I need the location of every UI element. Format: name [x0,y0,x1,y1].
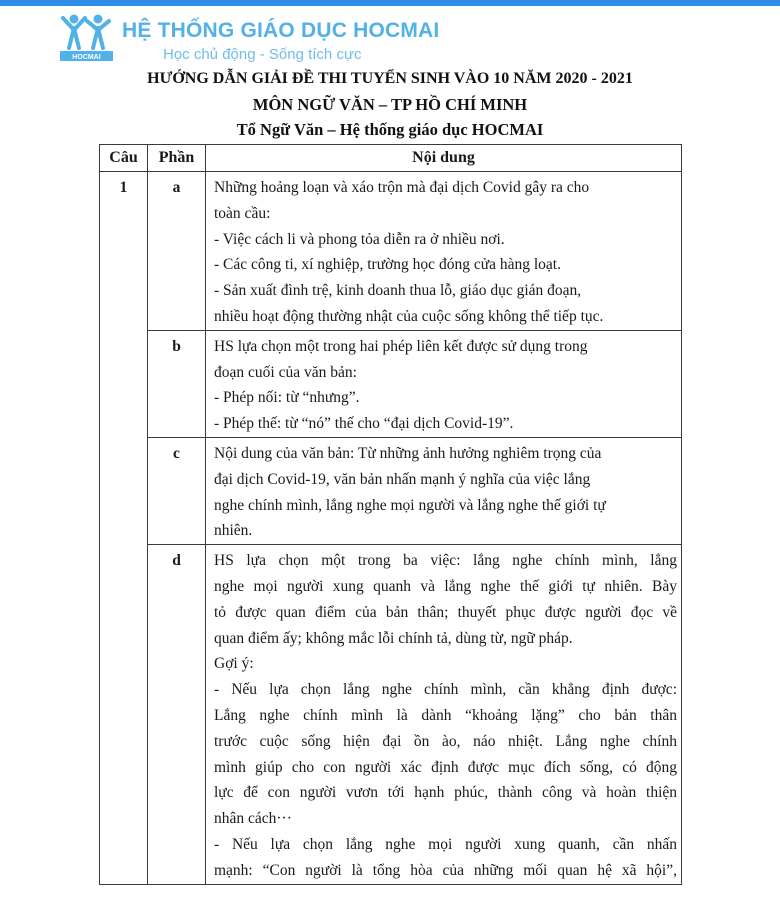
content-line: - Sản xuất đình trệ, kinh doanh thua lỗ, giáo dục gián đoạn, [214,282,582,300]
hocmai-logo [60,12,116,62]
content-line: lực để con người vươn tới hạnh phúc, thành công và hoàn thiện [214,784,677,802]
content-line: quan điểm ấy; không mắc lỗi chính tả, dùng từ, ngữ pháp. [214,629,573,647]
part-label: d [148,545,206,884]
answer-content [206,545,682,884]
document-author: Tổ Ngữ Văn – Hệ thống giáo dục HOCMAI [236,120,544,139]
content-line: - Nếu lựa chọn lắng nghe mọi người xung quanh, cần nhấn [214,835,677,853]
answer-content [206,330,682,437]
answer-content [206,437,682,544]
content-line: trước cuộc sống hiện đại ồn ào, náo nhiệt. Lắng nghe chính [214,732,677,750]
content-line: - Phép nối: từ “nhưng”. [214,389,360,407]
brand-slogan: Học chủ động - Sống tích cực [163,46,362,63]
content-line: Gợi ý: [214,655,254,673]
content-line: nhiên. [214,522,253,540]
content-line: nhân cách··· [214,810,292,828]
table-row [100,437,682,544]
answer-content [206,172,682,331]
content-line: - Nếu lựa chọn lắng nghe chính mình, cần khẳng định được: [214,681,677,699]
part-label: b [148,330,206,437]
answer-table [99,144,682,885]
document-title: HƯỚNG DẪN GIẢI ĐỀ THI TUYỂN SINH VÀO 10 NĂM 2020 - 2021 [147,70,633,87]
content-line: nghe chính mình, lắng nghe mọi người và lắng nghe thế giới tự [214,496,606,514]
header-question: Câu [100,145,148,172]
content-line: Nội dung của văn bản: Từ những ảnh hưởng nghiêm trọng của [214,444,602,462]
content-line: toàn cầu: [214,204,271,222]
content-line: tỏ được quan điểm của bản thân; thuyết phục được người đọc về [214,603,677,621]
content-line: Lắng nghe chính mình là dành “khoảng lặng” cho bản thân [214,706,677,724]
brand-name: HỆ THỐNG GIÁO DỤC HOCMAI [122,19,440,42]
content-line: nhiều hoạt động thường nhật của cuộc sống không thể tiếp tục. [214,307,604,325]
table-row [100,545,682,884]
content-line: - Phép thế: từ “nó” thế cho “đại dịch Covid-19”. [214,415,514,433]
content-line: Những hoảng loạn và xáo trộn mà đại dịch Covid gây ra cho [214,179,590,196]
content-line: - Việc cách li và phong tỏa diễn ra ở nhiều nơi. [214,230,505,248]
part-label: c [148,437,206,544]
table-row [100,172,682,331]
content-line: đại dịch Covid-19, văn bản nhấn mạnh ý nghĩa của việc lắng [214,470,591,488]
content-line: mình giúp cho con người xác định được mục đích sống, có động [214,758,677,776]
content-line: mạnh: “Con người là tổng hòa của những mối quan hệ xã hội”, [214,861,677,879]
content-line: đoạn cuối của văn bản: [214,363,357,381]
table-header-row [100,145,682,172]
content-line: HS lựa chọn một trong ba việc: lắng nghe chính mình, lắng [214,552,677,570]
svg-text:HOCMAI: HOCMAI [72,54,101,61]
header-part: Phần [148,145,206,172]
part-label: a [148,172,206,331]
document-subject: MÔN NGỮ VĂN – TP HỒ CHÍ MINH [252,95,528,114]
question-number: 1 [100,172,148,885]
content-line: nghe mọi người xung quanh và lắng nghe thế giới tự nhiên. Bày [214,577,677,595]
content-line: - Các công ti, xí nghiệp, trường học đóng cửa hàng loạt. [214,256,561,274]
content-line: HS lựa chọn một trong hai phép liên kết được sử dụng trong [214,337,588,355]
table-row [100,330,682,437]
header-content: Nội dung [206,145,682,172]
top-accent-bar [0,0,780,6]
